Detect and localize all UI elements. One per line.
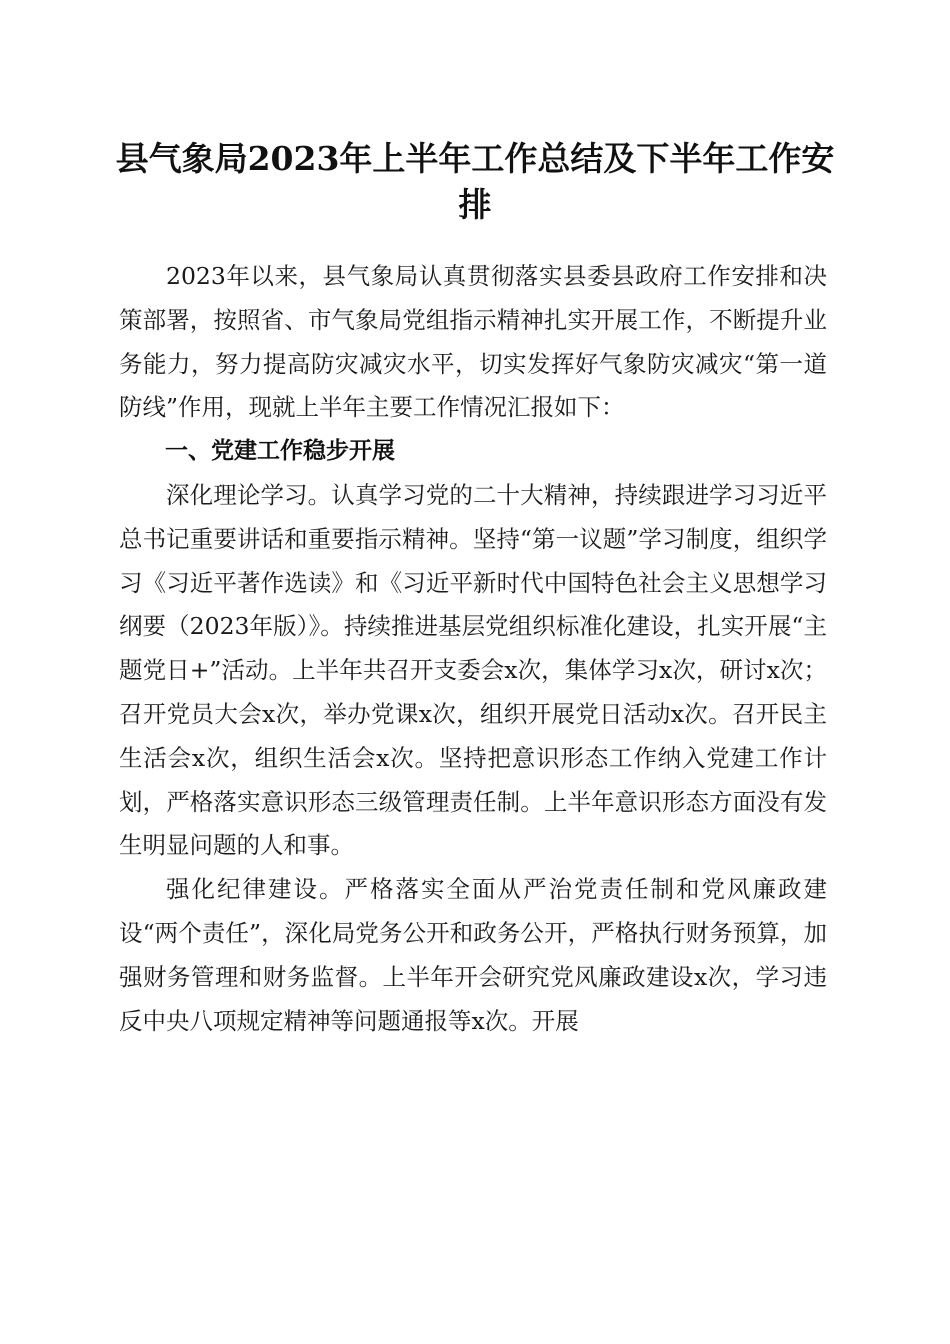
intro-paragraph: 2023年以来，县气象局认真贯彻落实县委县政府工作安排和决策部署，按照省、市气象局党组指示精神扎实开展工作，不断提升业务能力，努力提高防灾减灾水平，切实发挥好气象防灾减灾“第一道防线”作用，现就上半年主要工作情况汇报如下： bbox=[119, 262, 827, 422]
paragraph-discipline-building: 强化纪律建设。严格落实全面从严治党责任制和党风廉政建设“两个责任”，深化局党务公开和政务公开，严格执行财务预算，加强财务管理和财务监督。上半年开会研究党风廉政建设x次，学习违反中央八项规定精神等问题通报等x次。开展 bbox=[119, 875, 827, 1035]
section-heading-party-building: 一、党建工作稳步开展 bbox=[165, 438, 395, 465]
document-title: 县气象局2023年上半年工作总结及下半年工作安排 bbox=[115, 139, 835, 224]
document-body bbox=[119, 255, 827, 1043]
paragraph-theory-study: 深化理论学习。认真学习党的二十大精神，持续跟进学习习近平总书记重要讲话和重要指示精神。坚持“第一议题”学习制度，组织学习《习近平著作选读》和《习近平新时代中国特色社会主义思想学习纲要（2023年版）》。持续推进基层党组织标准化建设，扎实开展“主题党日+”活动。上半年共召开支委会x次，集体学习x次，研讨x次；召开党员大会x次，举办党课x次，组织开展党日活动x次。召开民主生活会x次，组织生活会x次。坚持把意识形态工作纳入党建工作计划，严格落实意识形态三级管理责任制。上半年意识形态方面没有发生明显问题的人和事。 bbox=[119, 480, 827, 860]
